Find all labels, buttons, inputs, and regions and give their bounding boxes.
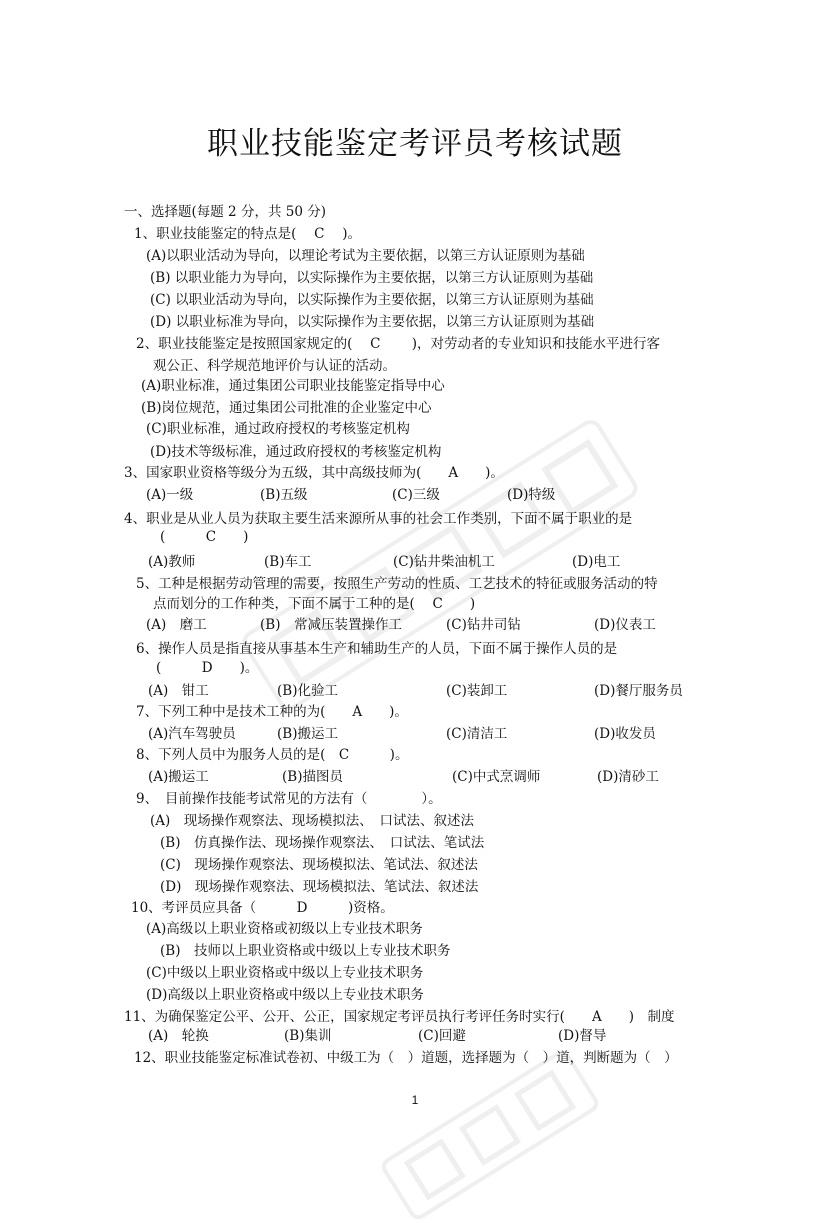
page-title: 职业技能鉴定考评员考核试题	[207, 126, 623, 162]
q1-option-b: (B) 以职业能力为导向，以实际操作为主要依据，以第三方认证原则为基础	[150, 270, 594, 286]
q6-option-d: (D)餐厅服务员	[594, 683, 683, 699]
q9-option-d: (D) 现场操作观察法、现场模拟法、笔试法、叙述法	[160, 879, 479, 895]
q9-option-a: (A) 现场操作观察法、现场模拟法、 口试法、叙述法	[150, 813, 475, 829]
q4-option-d: (D)电工	[572, 554, 621, 570]
q8-stem: 8、下列人员中为服务人员的是( C )。	[136, 747, 409, 763]
q5-option-a: (A) 磨工	[146, 617, 207, 633]
q10-option-d: (D)高级以上职业资格或中级以上专业技术职务	[146, 987, 424, 1003]
q11-option-d: (D)督导	[558, 1028, 607, 1044]
q6-option-c: (C)装卸工	[446, 683, 508, 699]
q7-option-b: (B)搬运工	[277, 726, 338, 742]
q11-stem: 11、为确保鉴定公平、公开、公正，国家规定考评员执行考评任务时实行( A ) 制度	[124, 1009, 675, 1025]
q5-stem-line1: 5、工种是根据劳动管理的需要，按照生产劳动的性质、工艺技术的特征或服务活动的特	[136, 576, 658, 592]
q3-stem: 3、国家职业资格等级分为五级，其中高级技师为( A )。	[124, 465, 504, 481]
q5-option-b: (B) 常减压装置操作工	[260, 617, 402, 633]
q7-option-d: (D)收发员	[594, 726, 656, 742]
section-heading: 一、选择题(每题 2 分，共 50 分)	[124, 204, 326, 220]
q5-stem-line2: 点而划分的工作种类，下面不属于工种的是( C )	[153, 596, 476, 612]
watermark-corner-icon	[378, 1047, 602, 1223]
q5-option-d: (D)仪表工	[594, 617, 656, 633]
q8-option-c: (C)中式烹调师	[452, 769, 541, 785]
q8-option-d: (D)清砂工	[597, 769, 659, 785]
q4-stem-line1: 4、职业是从业人员为获取主要生活来源所从事的社会工作类别，下面不属于职业的是	[124, 511, 633, 527]
q3-option-d: (D)特级	[507, 487, 556, 503]
q10-option-a: (A)高级以上职业资格或初级以上专业技术职务	[146, 921, 423, 937]
q4-option-b: (B)车工	[264, 554, 312, 570]
q6-option-a: (A) 钳工	[148, 683, 209, 699]
q1-option-d: (D) 以职业标准为导向，以实际操作为主要依据，以第三方认证原则为基础	[150, 314, 595, 330]
q6-stem-line1: 6、操作人员是指直接从事基本生产和辅助生产的人员，下面不属于操作人员的是	[136, 641, 618, 657]
q2-stem-line1: 2、职业技能鉴定是按照国家规定的( C )，对劳动者的专业知识和技能水平进行客	[136, 336, 661, 352]
q11-option-b: (B)集训	[284, 1028, 332, 1044]
q9-option-c: (C) 现场操作观察法、现场模拟法、笔试法、叙述法	[160, 857, 478, 873]
q9-option-b: (B) 仿真操作法、现场操作观察法、 口试法、笔试法	[160, 835, 485, 851]
q6-option-b: (B)化验工	[277, 683, 338, 699]
q7-stem: 7、下列工种中是技术工种的为( A )。	[136, 704, 408, 720]
q3-option-c: (C)三级	[392, 487, 440, 503]
q8-option-a: (A)搬运工	[148, 769, 209, 785]
q2-option-a: (A)职业标准，通过集团公司职业技能鉴定指导中心	[141, 378, 445, 394]
q5-option-c: (C)钻井司钻	[446, 617, 521, 633]
q9-stem: 9、 目前操作技能考试常见的方法有（ ）。	[136, 791, 442, 807]
q2-option-d: (D)技术等级标准，通过政府授权的考核鉴定机构	[150, 444, 442, 460]
q4-option-c: (C)钻井柴油机工	[393, 554, 495, 570]
q10-option-c: (C)中级以上职业资格或中级以上专业技术职务	[146, 965, 424, 981]
q12-stem: 12、职业技能鉴定标准试卷初、中级工为（ ）道题，选择题为（ ）道，判断题为（ ）	[134, 1050, 678, 1066]
q10-option-b: (B) 技师以上职业资格或中级以上专业技术职务	[160, 943, 451, 959]
q7-option-a: (A)汽车驾驶员	[148, 726, 236, 742]
q4-option-a: (A)教师	[148, 554, 196, 570]
q6-stem-line2: ( D )。	[156, 660, 259, 676]
q4-stem-line2: ( C )	[160, 529, 249, 545]
q1-stem: 1、职业技能鉴定的特点是( C )。	[134, 226, 362, 242]
q11-option-c: (C)回避	[418, 1028, 466, 1044]
q1-option-c: (C) 以职业活动为导向，以实际操作为主要依据，以第三方认证原则为基础	[150, 292, 594, 308]
q10-stem: 10、考评员应具备（ D )资格。	[131, 900, 394, 916]
q2-option-b: (B)岗位规范，通过集团公司批准的企业鉴定中心	[141, 400, 432, 416]
q11-option-a: (A) 轮换	[148, 1028, 209, 1044]
q7-option-c: (C)清洁工	[446, 726, 508, 742]
q3-option-b: (B)五级	[260, 487, 308, 503]
q2-stem-line2: 观公正、科学规范地评价与认证的活动。	[153, 358, 396, 374]
page-number: 1	[411, 1093, 419, 1107]
q3-option-a: (A)一级	[146, 487, 194, 503]
q8-option-b: (B)描图员	[282, 769, 343, 785]
q1-option-a: (A)以职业活动为导向，以理论考试为主要依据，以第三方认证原则为基础	[146, 248, 585, 264]
q2-option-c: (C)职业标准，通过政府授权的考核鉴定机构	[146, 421, 410, 437]
